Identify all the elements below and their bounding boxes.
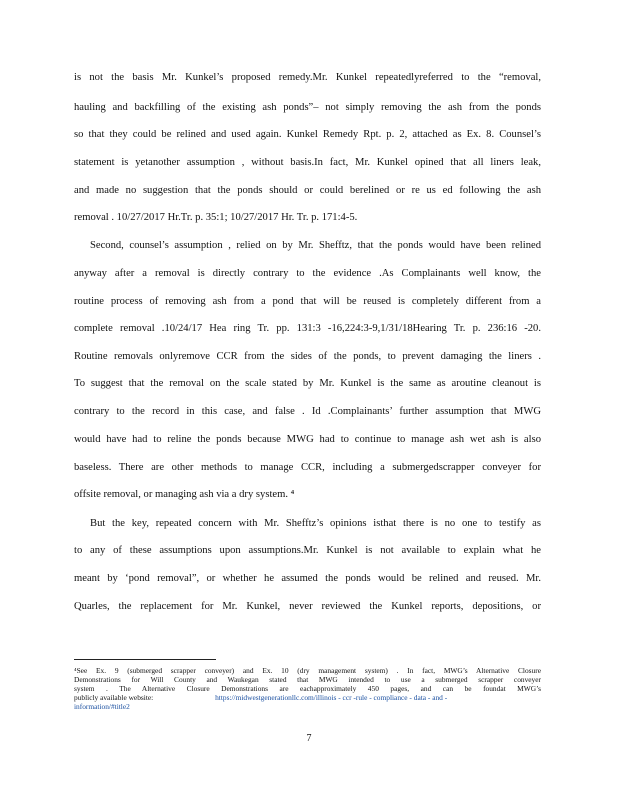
body-line: Quarles, the replacement for Mr. Kunkel, never reviewed the Kunkel reports, depositions, or [74, 601, 541, 612]
body-line: anyway after a removal is directly contrary to the evidence .As Complainants well know, the [74, 268, 541, 279]
body-line: removal . 10/27/2017 Hr.Tr. p. 35:1; 10/27/2017 Hr. Tr. p. 171:4-5. [74, 212, 358, 223]
body-line: so that they could be relined and used again. Kunkel Remedy Rpt. p. 2, attached as Ex. 8. Counsel’s [74, 129, 541, 140]
body-line: and made no suggestion that the ponds should or could berelined or re us ed following the ash [74, 185, 541, 196]
footnote-text: publicly available website: [74, 693, 154, 702]
footnote-line: Demonstrations for Will County and Waukegan stated that MWG intended to use a submerged scrapper conveyer [74, 675, 541, 684]
body-line: complete removal .10/24/17 Hea ring Tr. pp. 131:3 -16,224:3-9,1/31/18Hearing Tr. p. 236:16 -20. [74, 323, 541, 334]
body-line: baseless. There are other methods to manage CCR, including a submergedscrapper conveyer for [74, 462, 541, 473]
footnote-line: ⁴See Ex. 9 (submerged scrapper conveyer) and Ex. 10 (dry management system) . In fact, MWG’s Alternative Closure [74, 666, 541, 675]
body-line: meant by ‘pond removal”, or whether he assumed the ponds would be relined and reused. Mr. [74, 573, 541, 584]
footnote-separator [74, 659, 216, 660]
footnote-line: system . The Alternative Closure Demonstrations are eachapproximately 450 pages, and can be foundat MWG’s [74, 684, 541, 693]
body-line: offsite removal, or managing ash via a dry system. ⁴ [74, 489, 295, 500]
body-line: is not the basis Mr. Kunkel’s proposed remedy.Mr. Kunkel repeatedlyreferred to the “removal, [74, 72, 541, 83]
body-line: routine process of removing ash from a pond that will be reused is completely different from a [74, 296, 541, 307]
body-line: to any of these assumptions upon assumptions.Mr. Kunkel is not available to explain what he [74, 545, 541, 556]
page-number: 7 [306, 733, 312, 744]
footnote-line [74, 693, 541, 702]
body-line: statement is yetanother assumption , without basis.In fact, Mr. Kunkel opined that all liners leak, [74, 157, 541, 168]
paragraph-first-line: But the key, repeated concern with Mr. Shefftz’s opinions isthat there is no one to testify as [90, 518, 541, 529]
body-line: hauling and backfilling of the existing ash ponds”– not simply removing the ash from the ponds [74, 102, 541, 113]
body-line: would have had to reline the ponds because MWG had to continue to manage ash wet ash is also [74, 434, 541, 445]
body-line: To suggest that the removal on the scale stated by Mr. Kunkel is the same as aroutine cleanout is [74, 378, 541, 389]
body-line: contrary to the record in this case, and false . Id .Complainants’ further assumption that MWG [74, 406, 541, 417]
paragraph-first-line: Second, counsel’s assumption , relied on by Mr. Shefftz, that the ponds would have been relined [90, 240, 541, 251]
footnote-link[interactable]: https://midwestgenerationllc.com/illinois - ccr -rule - compliance - data - and - [215, 693, 448, 702]
body-line: Routine removals onlyremove CCR from the sides of the ponds, to prevent damaging the liners . [74, 351, 541, 362]
footnote-link-continued[interactable]: information/#title2 [74, 702, 130, 711]
footnote-line [74, 702, 541, 711]
